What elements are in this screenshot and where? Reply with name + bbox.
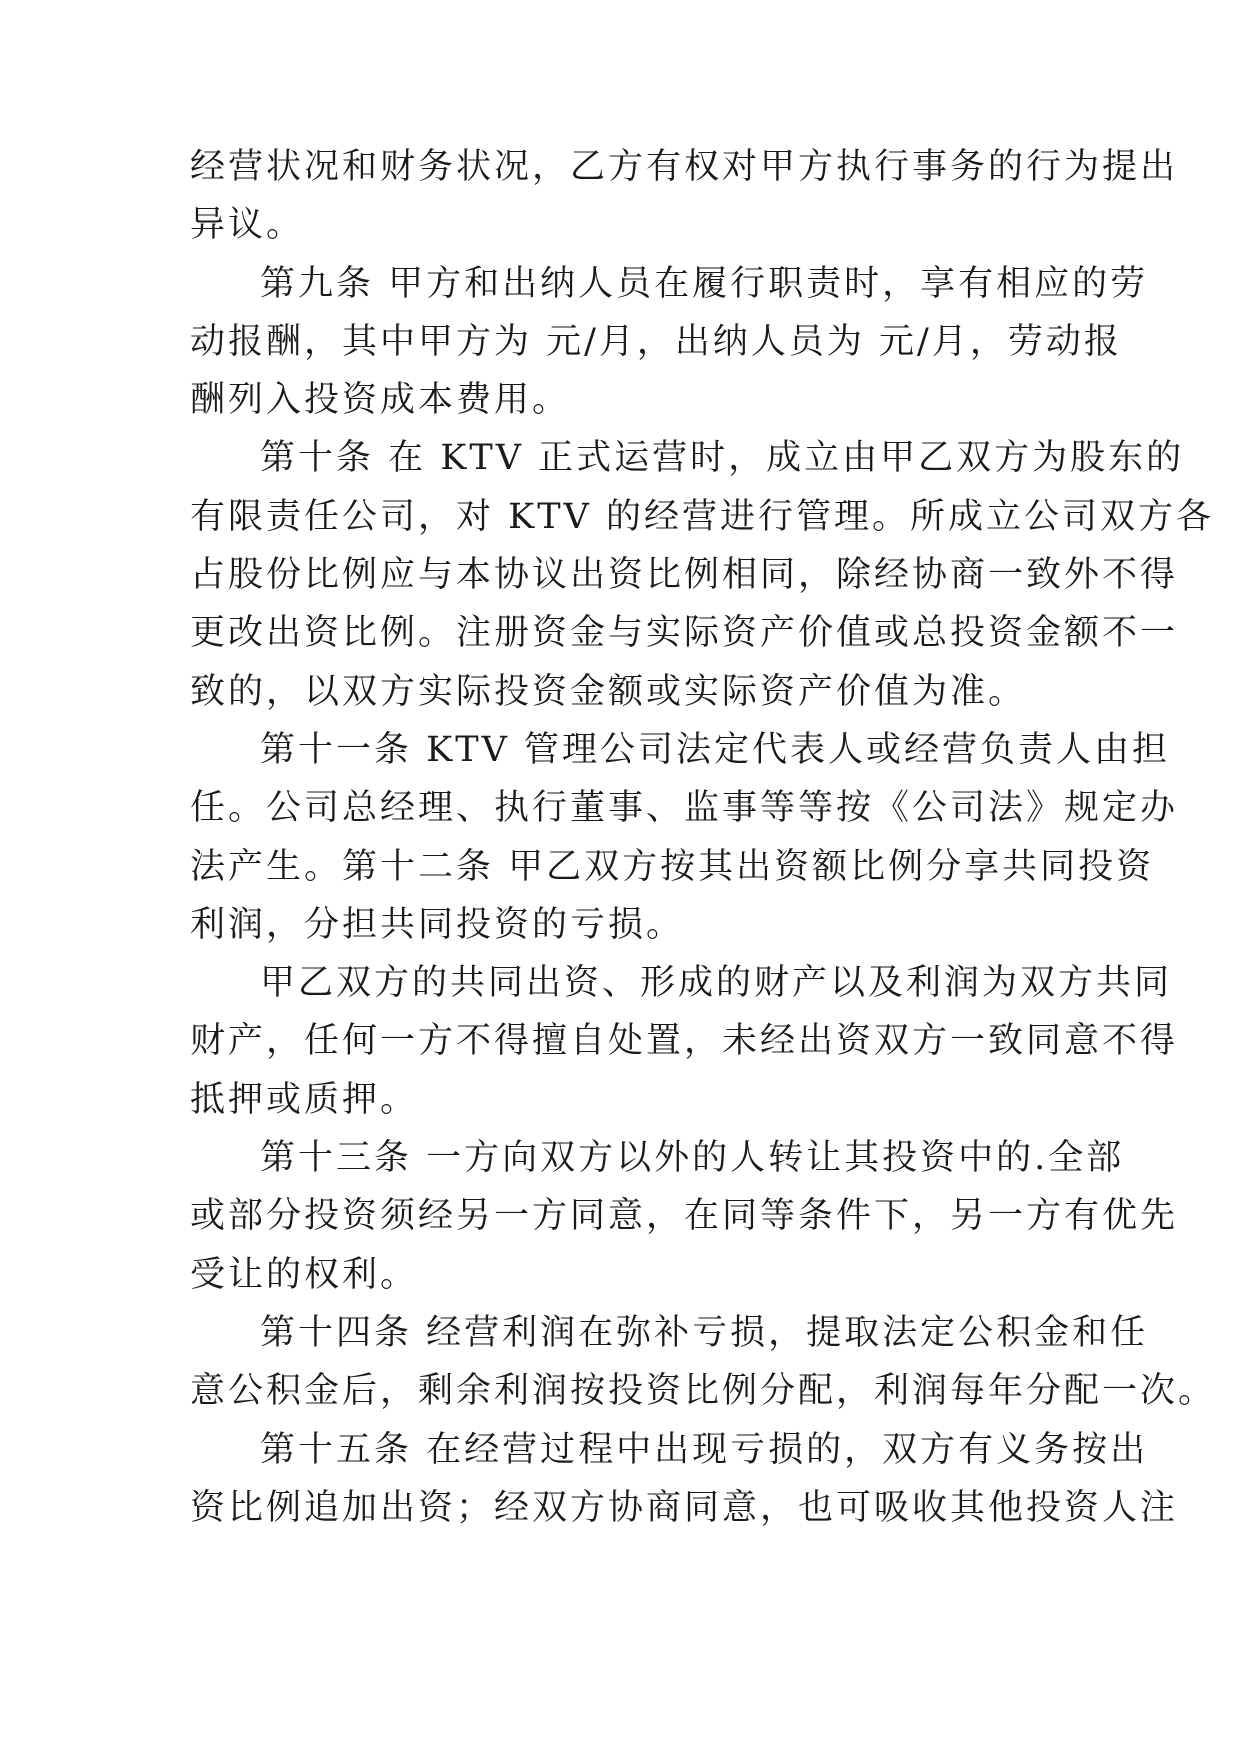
text-line: 第十一条 KTV 管理公司法定代表人或经营负责人由担	[260, 729, 1171, 770]
text-line: 异议。	[190, 205, 305, 246]
text-line: 第十四条 经营利润在弥补亏损，提取法定公积金和任	[260, 1312, 1149, 1353]
text-line: 有限责任公司，对 KTV 的经营进行管理。所成立公司双方各	[190, 496, 1215, 537]
text-line: 占股份比例应与本协议出资比例相同，除经协商一致外不得	[190, 555, 1179, 596]
text-line: 致的，以双方实际投资金额或实际资产价值为准。	[190, 671, 1027, 712]
text-line: 更改出资比例。注册资金与实际资产价值或总投资金额不一	[190, 613, 1179, 654]
text-line: 利润，分担共同投资的亏损。	[190, 904, 685, 945]
text-line: 动报酬，其中甲方为 元/月，出纳人员为 元/月，劳动报	[190, 321, 1122, 362]
text-line: 第十条 在 KTV 正式运营时，成立由甲乙双方为股东的	[260, 438, 1185, 479]
text-line: 经营状况和财务状况，乙方有权对甲方执行事务的行为提出	[190, 147, 1179, 187]
document-page	[190, 138, 1217, 1537]
text-line: 第十五条 在经营过程中出现亏损的，双方有义务按出	[260, 1429, 1149, 1470]
text-line: 抵押或质押。	[190, 1079, 419, 1120]
text-line: 财产，任何一方不得擅自处置，未经出资双方一致同意不得	[190, 1021, 1179, 1062]
text-line: 甲乙双方的共同出资、形成的财产以及利润为双方共同	[260, 963, 1173, 1004]
text-line: 第九条 甲方和出纳人员在履行职责时，享有相应的劳	[260, 263, 1149, 304]
text-line: 意公积金后，剩余利润按投资比例分配，利润每年分配一次。	[190, 1371, 1217, 1412]
text-line: 法产生。第十二条 甲乙双方按其出资额比例分享共同投资	[190, 846, 1155, 887]
text-line: 或部分投资须经另一方同意，在同等条件下，另一方有优先	[190, 1196, 1179, 1237]
text-line: 酬列入投资成本费用。	[190, 380, 571, 421]
text-line: 第十三条 一方向双方以外的人转让其投资中的.全部	[260, 1138, 1125, 1179]
text-line: 资比例追加出资；经双方协商同意，也可吸收其他投资人注	[190, 1487, 1179, 1528]
text-line: 任。公司总经理、执行董事、监事等等按《公司法》规定办	[190, 788, 1179, 829]
text-line: 受让的权利。	[190, 1254, 419, 1295]
